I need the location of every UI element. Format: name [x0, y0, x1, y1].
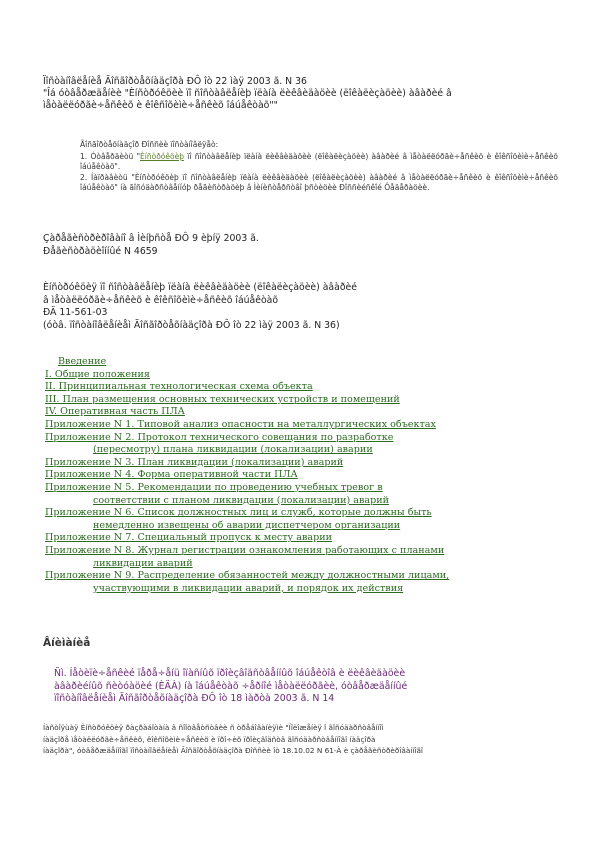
- item-text: Óòâåðäèòü ": [90, 152, 141, 161]
- header-line-1: Ïîñòàíîâëåíèå Ãîñãîðòåõíàäçîðà ÐÔ îò 22 ìàÿ 2003 ã. N 36: [43, 76, 307, 87]
- toc-link[interactable]: (пересмотру) плана ликвидации (локализации) аварии: [93, 444, 373, 456]
- toc-link[interactable]: Приложение N 6. Список должностных лиц и служб, которые должны быть: [45, 507, 432, 519]
- toc-link[interactable]: Приложение N 7. Специальный пропуск к месту аварии: [45, 532, 333, 544]
- registration-line-2: Ðåãèñòðàöèîííûé N 4659: [43, 245, 158, 257]
- body-paragraph: [43, 722, 553, 757]
- table-of-contents: [45, 356, 555, 595]
- note-line-3: ïîñòàíîâëåíèåì Ãîñãîðòåõíàäçîðà ÐÔ îò 18 ìàðòà 2003 ã. N 14: [54, 693, 335, 705]
- toc-link[interactable]: Приложение N 1. Типовой анализ опасности на металлургических объектах: [45, 418, 436, 430]
- item-number: 1.: [80, 152, 88, 161]
- numbered-item-2: [80, 173, 558, 194]
- numbered-list: [80, 152, 558, 194]
- toc-link[interactable]: Введение: [58, 356, 107, 367]
- registration-block: [43, 233, 259, 258]
- toc-link[interactable]: IV. Оперативная часть ПЛА: [45, 406, 185, 418]
- body-line-2: íàäçîðå ìåòàëëóðãè÷åñêèõ, êîêñîõèìè÷åñêèõ è ïðî÷èõ ïðîèçâîäñòâ ãîñóäàðñòâåííîãî íàäçîðà: [43, 734, 376, 744]
- document-header: [43, 76, 563, 113]
- rules-title-line-2: â ìåòàëëóðãè÷åñêèõ è êîêñîõèìè÷åñêèõ îáúåêòàõ: [43, 294, 279, 306]
- toc-link[interactable]: II. Принципиальная технологическая схема объекта: [45, 381, 313, 393]
- rules-title-block: [43, 282, 357, 332]
- rules-approval: (óòâ. ïîñòàíîâëåíèåì Ãîñãîðòåõíàäçîðà ÐÔ îò 22 ìàÿ 2003 ã. N 36): [43, 319, 340, 331]
- toc-link[interactable]: Приложение N 2. Протокол технического совещания по разработке: [45, 431, 394, 443]
- toc-link[interactable]: Приложение N 5. Рекомендации по проведению учебных тревог в: [45, 481, 383, 493]
- note-line-2: àâàðèéíûõ ñèòóàöèé (ÈÄÀ) íà îáúåêòàõ ÷åðíîé ìåòàëëóðãèè, óòâåðæäåííûé: [54, 680, 408, 692]
- toc-link[interactable]: ликвидации аварий: [93, 557, 193, 569]
- toc-link[interactable]: Приложение N 8. Журнал регистрации ознакомления работающих с планами: [45, 544, 445, 556]
- numbered-item-1: [80, 152, 558, 173]
- attention-heading: Âíèìàíèå: [43, 637, 91, 649]
- instruction-link[interactable]: Èíñòðóêöèþ: [140, 152, 184, 161]
- header-line-3: ìåòàëëóðãè÷åñêèõ è êîêñîõèìè÷åñêèõ îáúåêòàõ"": [43, 100, 278, 112]
- toc-link[interactable]: участвующими в ликвидации аварий, и порядок их действия: [93, 582, 404, 594]
- toc-link[interactable]: I. Общие положения: [45, 368, 150, 380]
- toc-link[interactable]: Приложение N 3. План ликвидации (локализации) аварий: [45, 456, 344, 468]
- attention-note: [54, 668, 554, 706]
- registration-line-1: Çàðåãèñòðèðîâàíî â Ìèíþñòå ÐÔ 9 èþíÿ 2003 ã.: [43, 233, 259, 244]
- item-number: 2.: [80, 172, 88, 182]
- body-line-1: Íàñòîÿùàÿ Èíñòðóêöèÿ ðàçðàáîòàíà â ñîîòâåòñòâèè ñ òðåáîâàíèÿìè "Ïîëîæåíèÿ î ãîñóäàðñòâåííîì: [43, 723, 384, 732]
- rules-code: ÐÄ 11-561-03: [43, 307, 108, 318]
- toc-link[interactable]: соответствии с планом ликвидации (локализации) аварий: [93, 494, 390, 506]
- toc-link[interactable]: III. План размещения основных технических устройств и помещений: [45, 393, 400, 405]
- item-text: Íàïðàâèòü "Èíñòðóêöèþ ïî ñîñòàâëåíèþ ïëàíà ëèêâèäàöèè (ëîêàëèçàöèè) àâàðèé â ìåòàëëóðãè÷åñêèõ è êîêñîõèìè÷åñêèõ îáúåêòàõ" íà ãîñóäàðñòâåííóþ ðåãèñòðàöèþ â Ìèíèñòåðñòâî þñòèöèè Ðîññèéñêîé Ôåäåðàöèè.: [80, 172, 558, 193]
- item-text: ïî ñîñòàâëåíèþ ïëàíà ëèêâèäàöèè (ëîêàëèçàöèè) àâàðèé â ìåòàëëóðãè÷åñêèõ è êîêñîõèìè÷åñêèõ îáúåêòàõ".: [80, 152, 558, 172]
- toc-link[interactable]: немедленно извещены об аварии диспетчером организации: [93, 519, 401, 531]
- toc-link[interactable]: Приложение N 9. Распределение обязанностей между должностными лицами,: [45, 570, 450, 582]
- note-line-1: Ñì. Íåòèïè÷åñêèé ïåðå÷åíü îïàñíûõ ïðîèçâîäñòâåííûõ îáúåêòîâ è ëèêâèäàöèè: [54, 668, 406, 679]
- header-line-2: "Îá óòâåðæäåíèè "Èíñòðóêöèè ïî ñîñòàâëåíèþ ïëàíà ëèêâèäàöèè (ëîêàëèçàöèè) àâàðèé â: [43, 88, 452, 100]
- rules-title-line-1: Èíñòðóêöèÿ ïî ñîñòàâëåíèþ ïëàíà ëèêâèäàöèè (ëîêàëèçàöèè) àâàðèé: [43, 282, 357, 293]
- body-line-3: íàäçîðà", óòâåðæäåííîãî ïîñòàíîâëåíèåì Ãîñãîðòåõíàäçîðà Ðîññèè îò 18.10.02 N 61-À è çàðåãèñòðèðîâàííîãî: [43, 746, 423, 756]
- toc-link[interactable]: Приложение N 4. Форма оперативной части ПЛА: [45, 469, 298, 481]
- intro-text: Ãîñãîðòåõíàäçîð Ðîññèè ïîñòàíîâëÿåò:: [80, 140, 219, 149]
